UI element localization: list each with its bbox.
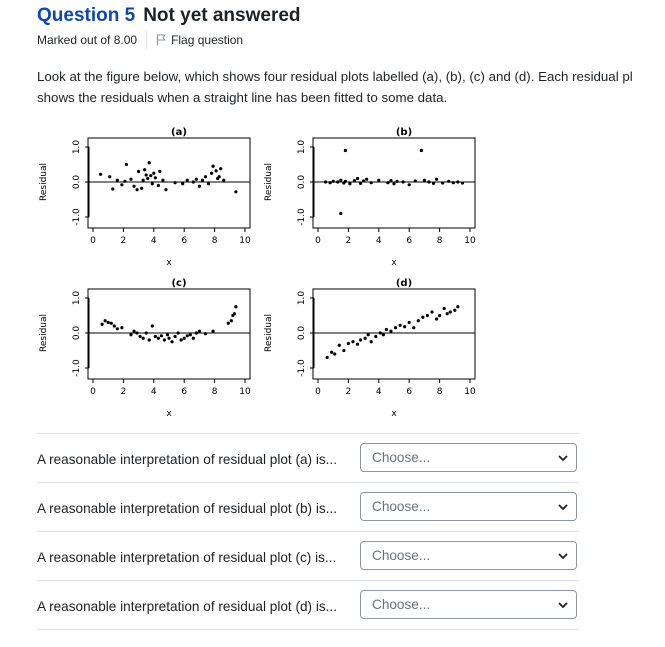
data-point [336,180,339,183]
data-point [104,319,107,322]
answer-row-d [37,580,579,614]
data-point [204,332,207,335]
data-point [329,181,332,184]
data-point [412,326,415,329]
x-tick-label: 2 [345,387,352,397]
data-point [154,335,157,338]
data-point [364,337,367,340]
data-point [201,179,204,182]
data-point [157,184,160,187]
plot-title: (a) [171,127,187,138]
y-axis-label: Residual [264,162,274,202]
data-point [166,333,169,336]
data-point [111,187,114,190]
y-tick-label: -1.0 [72,208,82,226]
data-point [453,309,456,312]
data-point [435,178,438,181]
data-point [152,172,155,175]
data-point [151,182,154,185]
data-point [417,319,420,322]
data-point [164,188,167,191]
data-point [222,179,225,182]
data-point [359,182,362,185]
data-point [143,168,146,171]
x-tick-label: 2 [345,236,352,246]
data-point [137,170,140,173]
x-tick-label: 8 [211,387,218,397]
data-point [389,330,392,333]
y-axis-label: Residual [39,162,49,202]
data-point [101,323,104,326]
answer-row-b [37,482,579,516]
data-point [234,305,237,308]
flag-question-label: Flag question [171,33,244,47]
x-tick-label: 6 [406,236,413,246]
data-point [402,180,405,183]
y-tick-label: 0.0 [297,325,307,341]
answer-row-a [37,433,579,467]
data-point [108,175,111,178]
x-axis-label: x [391,409,397,419]
data-point [342,349,345,352]
data-point [113,324,116,327]
answer-label-c: A reasonable interpretation of residual plot (c) is... [37,550,337,565]
data-point [379,331,382,334]
x-axis-label: x [391,258,397,268]
data-point [207,182,210,185]
data-point [456,180,459,183]
answer-label-b: A reasonable interpretation of residual plot (b) is... [37,501,337,516]
y-tick-label: 0.0 [72,325,82,341]
data-point [211,165,214,168]
data-point [180,338,183,341]
data-point [158,170,161,173]
data-point [123,180,126,183]
data-point [394,326,397,329]
data-point [443,307,446,310]
y-tick-label: 0.0 [297,174,307,190]
data-point [125,163,128,166]
data-point [215,169,218,172]
x-tick-label: 6 [181,387,188,397]
data-point [148,161,151,164]
question-meta [37,31,243,49]
data-point [173,181,176,184]
data-point [120,326,123,329]
data-point [408,321,411,324]
data-point [426,314,429,317]
y-tick-label: 0.0 [72,174,82,190]
y-axis-label: Residual [264,313,274,353]
answer-select-a[interactable] [360,443,577,472]
x-axis-label: x [166,258,172,268]
data-point [139,335,142,338]
data-point [177,331,180,334]
x-tick-label: 2 [120,236,127,246]
data-point [447,180,450,183]
data-point [332,180,335,183]
data-point [145,173,148,176]
chevron-down-icon [557,452,569,464]
answer-label-a: A reasonable interpretation of residual plot (a) is... [37,452,337,467]
x-tick-label: 10 [239,236,251,246]
data-point [198,185,201,188]
data-point [356,177,359,180]
x-tick-label: 4 [150,387,157,397]
plot-frame [88,289,250,379]
x-axis-label: x [166,409,172,419]
x-tick-label: 6 [406,387,413,397]
x-tick-label: 10 [464,236,476,246]
y-tick-label: -1.0 [297,208,307,226]
data-point [167,337,170,340]
data-point [227,322,230,325]
y-axis-label: Residual [39,313,49,353]
data-point [385,328,388,331]
data-point [356,343,359,346]
data-point [370,181,373,184]
data-point [392,182,395,185]
data-point [116,179,119,182]
x-tick-label: 4 [375,236,382,246]
data-point [386,181,389,184]
flag-question-button[interactable] [156,33,243,47]
data-point [151,324,154,327]
x-tick-label: 6 [181,236,188,246]
residual-plot-a [30,120,265,270]
residual-plot-b [255,120,490,270]
answer-row-c [37,531,579,565]
data-point [99,173,102,176]
data-point [195,178,198,181]
data-point [333,352,336,355]
question-text-line-1: Look at the figure below, which shows four residual plots labelled (a), (b), (c) and (d). Each residual pl [37,69,633,84]
answer-divider [37,629,579,630]
data-point [435,317,438,320]
data-point [186,334,189,337]
x-tick-label: 0 [315,236,321,246]
data-point [157,337,160,340]
chevron-down-icon [557,550,569,562]
y-tick-label: -1.0 [72,359,82,377]
question-text-line-2: shows the residuals when a straight line has been fitted to some data. [37,90,448,105]
data-point [347,342,350,345]
data-point [389,179,392,182]
data-point [339,179,342,182]
data-point [132,330,135,333]
y-tick-label: 1.0 [72,139,82,155]
data-point [452,181,455,184]
data-point [145,331,148,334]
answer-select-b-value: Choose... [372,499,431,514]
answer-select-c-value: Choose... [372,548,431,563]
data-point [160,334,163,337]
data-point [107,321,110,324]
data-point [163,338,166,341]
data-point [110,322,113,325]
data-point [374,335,377,338]
data-point [348,182,351,185]
answer-select-a-value: Choose... [372,450,431,465]
plot-title: (b) [395,127,413,138]
data-point [142,337,145,340]
data-point [135,188,138,191]
x-tick-label: 0 [90,236,96,246]
y-tick-label: 1.0 [297,290,307,306]
data-point [367,333,370,336]
data-point [135,331,138,334]
question-state: Not yet answered [143,5,301,26]
data-point [344,180,347,183]
residual-plot-d [255,271,490,421]
plot-frame [88,138,250,228]
residual-plot-c [30,271,265,421]
data-point [129,333,132,336]
data-point [192,180,195,183]
data-point [120,183,123,186]
data-point [210,172,213,175]
flag-icon [156,34,166,46]
data-point [344,149,347,152]
plot-title: (d) [395,278,413,289]
y-tick-label: 1.0 [72,290,82,306]
data-point [423,179,426,182]
data-point [370,340,373,343]
data-point [339,212,342,215]
x-tick-label: 2 [120,387,127,397]
data-point [195,331,198,334]
data-point [408,183,411,186]
data-point [461,181,464,184]
data-point [140,187,143,190]
data-point [324,180,327,183]
answer-select-d[interactable] [360,590,577,619]
data-point [382,333,385,336]
data-point [148,338,151,341]
plot-title: (c) [171,278,187,289]
x-tick-label: 4 [150,236,157,246]
data-point [129,178,132,181]
x-tick-label: 10 [464,387,476,397]
data-point [146,177,149,180]
question-header [37,5,301,27]
y-tick-label: 1.0 [297,139,307,155]
marked-out-of: Marked out of 8.00 [37,33,138,47]
data-point [326,356,329,359]
data-point [377,179,380,182]
x-tick-label: 8 [211,236,218,246]
meta-divider [146,31,147,49]
data-point [233,312,236,315]
answer-select-c[interactable] [360,541,577,570]
data-point [395,180,398,183]
data-point [204,175,207,178]
data-point [438,314,441,317]
data-point [161,179,164,182]
data-point [414,179,417,182]
data-point [219,167,222,170]
data-point [142,179,145,182]
answer-select-b[interactable] [360,492,577,521]
data-point [403,325,406,328]
data-point [116,327,119,330]
data-point [149,174,152,177]
data-point [132,185,135,188]
data-point [211,330,214,333]
data-point [427,180,430,183]
data-point [192,337,195,340]
data-point [234,190,237,193]
x-tick-label: 0 [90,387,96,397]
data-point [430,310,433,313]
data-point [353,179,356,182]
data-point [183,337,186,340]
question-number: Question 5 [37,5,136,26]
chevron-down-icon [557,501,569,513]
data-point [398,324,401,327]
x-tick-label: 8 [436,387,443,397]
data-point [170,340,173,343]
answer-select-d-value: Choose... [372,597,431,612]
data-point [338,344,341,347]
data-point [456,305,459,308]
question-text [37,66,665,108]
data-point [421,316,424,319]
data-point [198,330,201,333]
data-point [189,333,192,336]
x-tick-label: 10 [239,387,251,397]
data-point [330,351,333,354]
data-point [230,319,233,322]
data-point [173,335,176,338]
chevron-down-icon [557,599,569,611]
data-point [218,175,221,178]
data-point [362,179,365,182]
data-point [365,178,368,181]
data-point [351,340,354,343]
y-tick-label: -1.0 [297,359,307,377]
data-point [441,181,444,184]
data-point [449,310,452,313]
data-point [446,312,449,315]
data-point [186,179,189,182]
x-tick-label: 4 [375,387,382,397]
data-point [154,176,157,179]
data-point [432,182,435,185]
data-point [359,338,362,341]
answer-label-d: A reasonable interpretation of residual plot (d) is... [37,599,337,614]
x-tick-label: 0 [315,387,321,397]
x-tick-label: 8 [436,236,443,246]
data-point [420,149,423,152]
plot-frame [313,289,475,379]
data-point [181,182,184,185]
